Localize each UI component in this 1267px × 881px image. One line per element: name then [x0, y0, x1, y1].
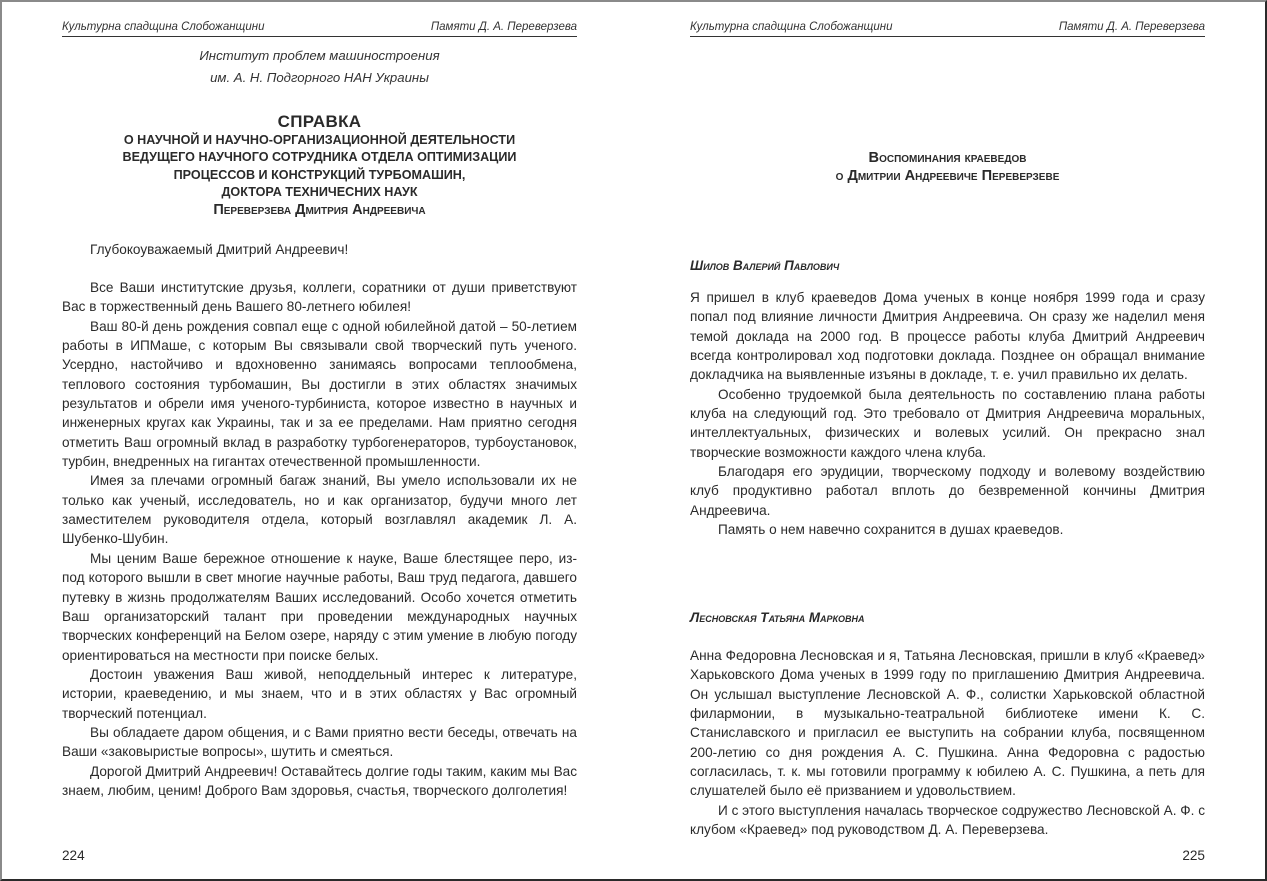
paragraph: Все Ваши институтские друзья, коллеги, соратники от души приветствуют Вас в торжественный день Вашего 80-летнего юбилея! — [62, 280, 577, 315]
paragraph: Память о нем навечно сохранится в душах краеведов. — [718, 522, 1064, 538]
letter-body — [62, 278, 577, 800]
paragraph: Имея за плечами огромный багаж знаний, Вы умело использовали их не только как ученый, исследователь, но и как организатор, будучи много лет заместителем руководителя отдела, который возглавлял академик Л. А. Шубенко-Шубин. — [62, 473, 577, 547]
institute-line: Институт проблем машиностроения — [199, 48, 440, 63]
running-head-left: Культурна спадщина Слобожанщини — [62, 21, 265, 33]
section-title-line: Воспоминания краеведов — [868, 150, 1027, 166]
page-number: 224 — [62, 848, 85, 863]
page-number: 225 — [1182, 848, 1205, 863]
paragraph: Благодаря его эрудиции, творческому подходу и волевому воздействию клуб продуктивно работал вплоть до безвременной кончины Дмитрия Андреевича. — [690, 464, 1205, 518]
running-head — [690, 21, 1205, 37]
title-line: ДОКТОРА ТЕХНИЧЕСНИХ НАУК — [221, 184, 418, 199]
greeting: Глубокоуважаемый Дмитрий Андреевич! — [90, 242, 349, 257]
paragraph: Мы ценим Ваше бережное отношение к науке, Ваше блестящее перо, из-под которого вышли в свет многие научные работы, Ваш труд педагога, давшего путевку в жизнь продолжателям Ваших исследований. Особо хочется отметить Ваш организаторский талант при проведении международных научных творческих конференций на Белом озере, наряду с этим умение в любую погоду ориентироваться на местности при поиске белых. — [62, 550, 577, 663]
title-line: ВЕДУЩЕГО НАУЧНОГО СОТРУДНИКА ОТДЕЛА ОПТИМИЗАЦИИ — [122, 150, 517, 165]
memoir-author: Лесновская Татьяна Марковна — [690, 610, 865, 625]
section-title — [690, 149, 1205, 185]
paragraph: Ваш 80-й день рождения совпал еще с одной юбилейной датой – 50-летием работы в ИПМаше, с которым Вы связывали свой творческий путь ученого. Усердно, настойчиво и вдохновенно занимаясь вопросами теплообмена, теплового состояния турбомашин, Вы достигли в этих областях значимых результатов и обрели имя ученого-турбиниста, которое известно в научных и инженерных кругах как Украины, так и за ее пределами. Нам приятно сегодня отметить Ваш огромный вклад в разработку турбогенераторов, турбоустановок, турбин, внедренных на гигантах отечественной промышленности. — [62, 318, 577, 470]
section-title-line: о Дмитрии Андреевиче Переверзеве — [835, 168, 1060, 184]
paragraph: Вы обладаете даром общения, и с Вами приятно вести беседы, отвечать на Ваши «заковыристые вопросы», шутить и смеяться. — [62, 724, 577, 760]
right-page — [690, 0, 1205, 881]
running-head — [62, 21, 577, 37]
paragraph: Анна Федоровна Лесновская и я, Татьяна Лесновская, пришли в клуб «Краевед» Харьковского Дома ученых в 1999 году по приглашению Дмитрия Андреевича. Он услышал выступление Лесновской А. Ф., солистки Харьковской областной филармонии, в музыкально-театральной библиотеке имени К. С. Станиславского и пригласил ее выступить на собрании клуба, посвященном 200-летию со дня рождения А. С. Пушкина. Анна Федоровна с радостью согласилась, т. к. мы готовили программу к юбилею А. С. Пушкина, а петь для слушателей было её призванием и удовольствием. — [690, 648, 1205, 799]
title-line: О НАУЧНОЙ И НАУЧНО-ОРГАНИЗАЦИОННОЙ ДЕЯТЕЛЬНОСТИ — [123, 133, 516, 147]
paragraph: Особенно трудоемкой была деятельность по составлению плана работы клуба на следующий год. Это требовало от Дмитрия Андреевича моральных, интеллектуальных, физических и волевых усилий. Он прекрасно знал творческие возможности каждого члена клуба. — [690, 386, 1205, 460]
title-person-name: Переверзева Дмитрия Андреевича — [213, 202, 426, 219]
paragraph: Я пришел в клуб краеведов Дома ученых в конце ноября 1999 года и сразу попал под влияние личности Дмитрия Андреевича. Он сразу же наделил меня темой доклада на 2000 год. В процессе работы клуба Дмитрий Андреевич всегда контролировал ход подготовки доклада. Позднее он обращал внимание докладчика на выявленные изъяны в докладе, т. е. учил правильно их делать. — [690, 290, 1205, 383]
memoir-author: Шилов Валерий Павлович — [690, 258, 840, 273]
running-head-right: Памяти Д. А. Переверзева — [430, 21, 577, 33]
paragraph: Дорогой Дмитрий Андреевич! Оставайтесь долгие годы таким, каким мы Вас знаем, любим, ценим! Доброго Вам здоровья, счастья, творческого долголетия! — [62, 763, 577, 798]
institute-name — [62, 45, 577, 89]
left-page — [62, 0, 577, 881]
title-line: ПРОЦЕССОВ И КОНСТРУКЦИЙ ТУРБОМАШИН, — [173, 167, 466, 182]
institute-line: им. А. Н. Подгорного НАН Украины — [210, 70, 429, 85]
paragraph: Достоин уважения Ваш живой, неподдельный интерес к литературе, истории, краеведению, и мы знаем, что и в этих областях у Вас огромный творческий потенциал. — [62, 666, 577, 721]
document-title — [62, 112, 577, 220]
running-head-left: Культурна спадщина Слобожанщини — [690, 21, 893, 33]
title-main: СПРАВКА — [277, 112, 362, 131]
paragraph: И с этого выступления началась творческое содружество Лесновской А. Ф. с клубом «Краевед» под руководством Д. А. Переверзева. — [690, 802, 1205, 838]
memoir-text — [690, 646, 1205, 839]
running-head-right: Памяти Д. А. Переверзева — [1058, 21, 1205, 33]
memoir-text — [690, 288, 1205, 539]
